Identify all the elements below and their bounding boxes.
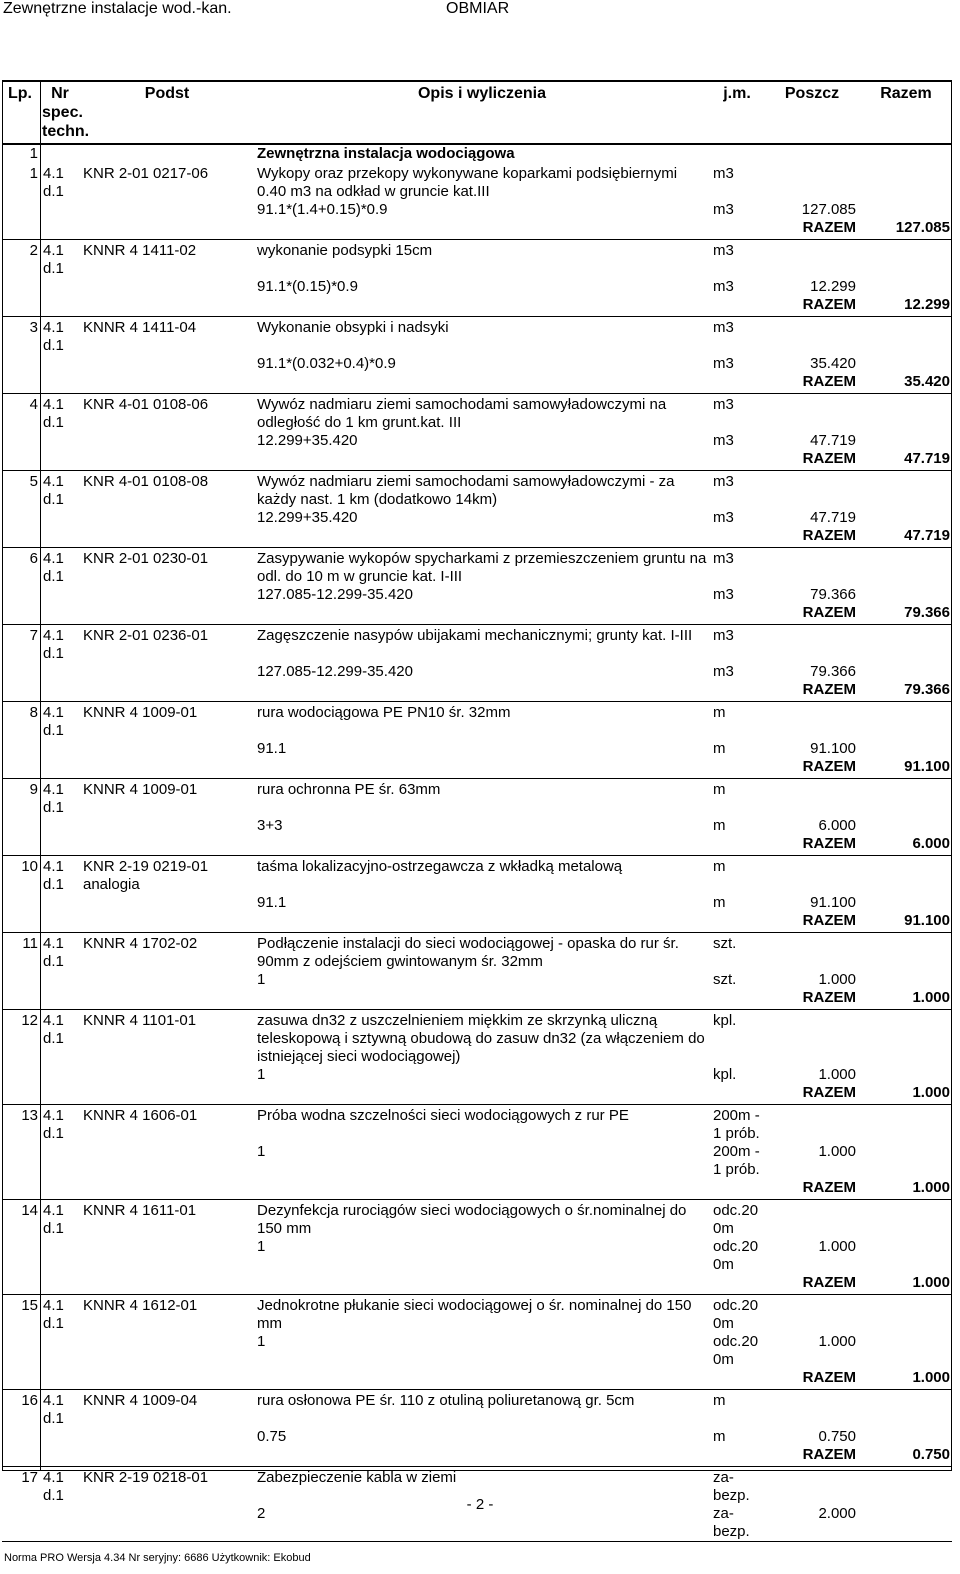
item-total-label: RAZEM <box>802 1446 856 1463</box>
item-total-row <box>2 604 952 624</box>
item-calculation-jm: m3 <box>713 355 734 372</box>
col-header-opis: Opis i wyliczenia <box>254 80 710 144</box>
item-total-value: 91.100 <box>904 758 950 775</box>
item-total-value: 47.719 <box>904 527 950 544</box>
item-opis: Próba wodna szczelności sieci wodociągowych z rur PE <box>257 1107 629 1124</box>
item-description-row <box>2 1390 952 1429</box>
section-number: 1 <box>29 145 38 162</box>
item-total-row <box>2 758 952 778</box>
item-opis: wykonanie podsypki 15cm <box>257 242 433 259</box>
item-lp: 17 <box>21 1469 38 1486</box>
col-header-poszcz: Poszcz <box>764 80 860 144</box>
item-opis: rura wodociągowa PE PN10 śr. 32mm <box>257 704 511 721</box>
item-calculation-row <box>2 1066 952 1084</box>
item-podst: KNNR 4 1612-01 <box>83 1297 198 1314</box>
item-calculation: 3+3 <box>257 817 283 834</box>
item-total-label: RAZEM <box>802 1369 856 1386</box>
document-type: OBMIAR <box>446 0 510 17</box>
item-lp: 14 <box>21 1202 38 1219</box>
item-total-label: RAZEM <box>802 450 856 467</box>
item-total-label: RAZEM <box>802 1179 856 1196</box>
item-opis: Jednokrotne płukanie sieci wodociągowej o śr. nominalnej do 150 mm <box>257 1297 692 1332</box>
item-total-value: 1.000 <box>912 1274 950 1291</box>
item-podst: KNR 2-19 0219-01 analogia <box>83 858 209 893</box>
item-jm: m3 <box>713 165 734 182</box>
item-total-row <box>2 989 952 1009</box>
item-poszcz: 12.299 <box>810 278 856 295</box>
item-total-label: RAZEM <box>802 989 856 1006</box>
item-calculation-jm: m <box>713 894 726 911</box>
item-calculation: 91.1*(0.032+0.4)*0.9 <box>257 355 396 372</box>
item-total-value: 1.000 <box>912 1179 950 1196</box>
item-lp: 1 <box>29 165 38 182</box>
item-spec: 4.1 d.1 <box>43 627 64 662</box>
item-calculation: 127.085-12.299-35.420 <box>257 663 413 680</box>
item-poszcz: 6.000 <box>818 817 856 834</box>
item-podst: KNNR 4 1101-01 <box>83 1012 197 1029</box>
item-lp: 7 <box>29 627 38 644</box>
item-calculation: 1 <box>257 1066 266 1083</box>
item-poszcz: 1.000 <box>818 1066 856 1083</box>
item-total-row <box>2 296 952 316</box>
item-jm: m3 <box>713 627 734 644</box>
item-podst: KNNR 4 1009-01 <box>83 781 198 798</box>
item-description-row <box>2 240 952 279</box>
item-poszcz: 127.085 <box>801 201 856 218</box>
item-calculation-row <box>2 663 952 681</box>
item-poszcz: 91.100 <box>810 740 856 757</box>
col-header-lp: Lp. <box>2 80 40 144</box>
item-spec: 4.1 d.1 <box>43 935 64 970</box>
item-lp: 12 <box>21 1012 38 1029</box>
item-poszcz: 91.100 <box>810 894 856 911</box>
item-opis: Zagęszczenie nasypów ubijakami mechanicznymi; grunty kat. I-III <box>257 627 693 644</box>
item-description-row <box>2 1010 952 1067</box>
item-calculation: 1 <box>257 1333 266 1350</box>
item-jm: m3 <box>713 473 734 490</box>
item-jm: m3 <box>713 396 734 413</box>
item-calculation-row <box>2 894 952 912</box>
item-opis: Dezynfekcja rurociągów sieci wodociągowych o śr.nominalnej do 150 mm <box>257 1202 687 1237</box>
item-spec: 4.1 d.1 <box>43 396 64 431</box>
item-calculation-row <box>2 740 952 758</box>
item-jm: m <box>713 704 726 721</box>
item-poszcz: 79.366 <box>810 663 856 680</box>
item-description-row <box>2 163 952 201</box>
item-podst: KNNR 4 1611-01 <box>83 1202 197 1219</box>
item-podst: KNR 4-01 0108-06 <box>83 396 209 413</box>
item-total-label: RAZEM <box>802 296 856 313</box>
page-number: - 2 - <box>466 1496 494 1513</box>
item-calculation-row <box>2 586 952 604</box>
item-total-row <box>2 373 952 393</box>
item-spec: 4.1 d.1 <box>43 1107 64 1142</box>
item-description-row <box>2 856 952 895</box>
item-spec: 4.1 d.1 <box>43 1202 64 1237</box>
item-jm: szt. <box>713 935 737 952</box>
col-header-spec: Nr spec. techn. <box>40 80 80 144</box>
item-description-row <box>2 548 952 587</box>
item-total-label: RAZEM <box>802 912 856 929</box>
item-podst: KNR 4-01 0108-08 <box>83 473 209 490</box>
item-total-label: RAZEM <box>802 219 856 236</box>
item-calculation-jm: szt. <box>713 971 737 988</box>
item-spec: 4.1 d.1 <box>43 1012 64 1047</box>
item-calculation-row <box>2 971 952 989</box>
item-calculation-jm: m <box>713 740 726 757</box>
item-total-value: 91.100 <box>904 912 950 929</box>
item-total-label: RAZEM <box>802 1084 856 1101</box>
item-calculation-row <box>2 355 952 373</box>
item-total-row <box>2 835 952 855</box>
item-jm: m <box>713 781 726 798</box>
item-calculation-row <box>2 817 952 835</box>
item-description-row <box>2 933 952 972</box>
item-opis: rura ochronna PE śr. 63mm <box>257 781 441 798</box>
item-jm: za- bezp. <box>713 1469 750 1504</box>
item-calculation: 91.1 <box>257 740 287 757</box>
item-opis: Wykonanie obsypki i nadsyki <box>257 319 449 336</box>
item-calculation-jm: m3 <box>713 278 734 295</box>
item-poszcz: 1.000 <box>818 1238 856 1255</box>
item-opis: Wywóz nadmiaru ziemi samochodami samowyładowczymi na odległość do 1 km grunt.kat. III <box>257 396 667 431</box>
row-separator <box>2 1541 952 1542</box>
item-total-row <box>2 1369 952 1389</box>
item-podst: KNNR 4 1009-01 <box>83 704 198 721</box>
item-total-value: 47.719 <box>904 450 950 467</box>
item-opis: Podłączenie instalacji do sieci wodociągowej - opaska do rur śr. 90mm z odejściem gwintowanym śr. 32mm <box>257 935 679 970</box>
item-podst: KNNR 4 1702-02 <box>83 935 198 952</box>
item-calculation-jm: m3 <box>713 663 734 680</box>
item-total-value: 12.299 <box>904 296 950 313</box>
item-calculation: 1 <box>257 971 266 988</box>
item-total-row <box>2 1446 952 1466</box>
item-lp: 3 <box>29 319 38 336</box>
item-total-row <box>2 450 952 470</box>
item-calculation: 91.1*(1.4+0.15)*0.9 <box>257 201 388 218</box>
item-calculation-row <box>2 432 952 450</box>
item-total-value: 1.000 <box>912 989 950 1006</box>
table-body <box>2 144 952 1542</box>
page-header <box>0 0 960 22</box>
item-poszcz: 2.000 <box>818 1505 856 1522</box>
item-calculation-row <box>2 201 952 219</box>
item-total-value: 127.085 <box>895 219 950 236</box>
item-calculation-jm: m <box>713 1428 726 1445</box>
item-poszcz: 1.000 <box>818 1143 856 1160</box>
item-spec: 4.1 d.1 <box>43 858 64 893</box>
item-calculation: 0.75 <box>257 1428 287 1445</box>
item-lp: 16 <box>21 1392 38 1409</box>
item-calculation-row <box>2 1333 952 1369</box>
item-lp: 11 <box>22 935 38 952</box>
col-header-razem: Razem <box>860 80 952 144</box>
item-spec: 4.1 d.1 <box>43 165 64 200</box>
measurement-table <box>2 80 952 1542</box>
item-jm: m3 <box>713 319 734 336</box>
item-calculation: 91.1 <box>257 894 287 911</box>
item-calculation: 12.299+35.420 <box>257 509 358 526</box>
item-calculation: 2 <box>257 1505 266 1522</box>
item-podst: KNR 2-01 0217-06 <box>83 165 209 182</box>
item-total-label: RAZEM <box>802 835 856 852</box>
item-description-row <box>2 471 952 510</box>
item-spec: 4.1 d.1 <box>43 473 64 508</box>
item-calculation-jm: kpl. <box>713 1066 737 1083</box>
item-spec: 4.1 d.1 <box>43 781 64 816</box>
item-calculation-row <box>2 1143 952 1179</box>
item-jm: m3 <box>713 550 734 567</box>
item-lp: 15 <box>21 1297 38 1314</box>
item-total-value: 0.750 <box>912 1446 950 1463</box>
item-podst: KNR 2-01 0230-01 <box>83 550 209 567</box>
item-podst: KNR 2-01 0236-01 <box>83 627 209 644</box>
item-podst: KNNR 4 1411-02 <box>83 242 197 259</box>
item-calculation-row <box>2 278 952 296</box>
software-footer: Norma PRO Wersja 4.34 Nr seryjny: 6686 Użytkownik: Ekobud <box>4 1552 311 1564</box>
item-total-value: 1.000 <box>912 1084 950 1101</box>
item-opis: Wykopy oraz przekopy wykonywane koparkami podsiębiernymi 0.40 m3 na odkład w gruncie kat.III <box>257 165 678 200</box>
item-poszcz: 1.000 <box>818 971 856 988</box>
item-spec: 4.1 d.1 <box>43 1469 64 1504</box>
item-jm: m <box>713 858 726 875</box>
item-spec: 4.1 d.1 <box>43 704 64 739</box>
item-calculation-row <box>2 1238 952 1274</box>
item-calculation-row <box>2 509 952 527</box>
item-description-row <box>2 1200 952 1239</box>
item-calculation: 91.1*(0.15)*0.9 <box>257 278 358 295</box>
item-jm: m3 <box>713 242 734 259</box>
item-total-value: 1.000 <box>912 1369 950 1386</box>
item-lp: 13 <box>21 1107 38 1124</box>
item-total-row <box>2 219 952 239</box>
item-description-row <box>2 702 952 741</box>
item-total-label: RAZEM <box>802 604 856 621</box>
item-poszcz: 47.719 <box>810 432 856 449</box>
item-jm: 200m - 1 prób. <box>713 1107 760 1142</box>
item-total-value: 6.000 <box>912 835 950 852</box>
item-lp: 2 <box>29 242 38 259</box>
item-opis: taśma lokalizacyjno-ostrzegawcza z wkładką metalową <box>257 858 623 875</box>
item-total-row <box>2 1084 952 1104</box>
item-calculation-jm: m3 <box>713 586 734 603</box>
item-jm: odc.20 0m <box>713 1297 759 1332</box>
item-calculation: 1 <box>257 1238 266 1255</box>
item-calculation-jm: 200m - 1 prób. <box>713 1143 760 1178</box>
item-calculation: 127.085-12.299-35.420 <box>257 586 413 603</box>
item-description-row <box>2 1295 952 1334</box>
item-poszcz: 79.366 <box>810 586 856 603</box>
item-calculation-jm: m3 <box>713 509 734 526</box>
item-total-label: RAZEM <box>802 1274 856 1291</box>
item-calculation-jm: odc.20 0m <box>713 1333 759 1368</box>
document-title: Zewnętrzne instalacje wod.-kan. <box>3 0 232 17</box>
item-description-row <box>2 779 952 818</box>
item-opis: Wywóz nadmiaru ziemi samochodami samowyładowczymi - za każdy nast. 1 km (dodatkowo 14km) <box>257 473 675 508</box>
item-total-label: RAZEM <box>802 527 856 544</box>
item-description-row <box>2 394 952 433</box>
item-poszcz: 47.719 <box>810 509 856 526</box>
item-podst: KNNR 4 1411-04 <box>83 319 197 336</box>
item-opis: rura osłonowa PE śr. 110 z otuliną poliuretanową gr. 5cm <box>257 1392 635 1409</box>
item-calculation-jm: za- bezp. <box>713 1505 750 1540</box>
item-opis: Zabezpieczenie kabla w ziemi <box>257 1469 457 1486</box>
item-jm: odc.20 0m <box>713 1202 759 1237</box>
item-spec: 4.1 d.1 <box>43 1392 64 1427</box>
item-total-row <box>2 681 952 701</box>
item-opis: Zasypywanie wykopów spycharkami z przemieszczeniem gruntu na odl. do 10 m w gruncie kat. I-III <box>257 550 707 585</box>
item-podst: KNNR 4 1606-01 <box>83 1107 198 1124</box>
col-header-podst: Podst <box>80 80 254 144</box>
item-poszcz: 0.750 <box>818 1428 856 1445</box>
item-total-label: RAZEM <box>802 373 856 390</box>
item-calculation-jm: m3 <box>713 201 734 218</box>
section-title: Zewnętrzna instalacja wodociągowa <box>257 145 515 162</box>
section-row <box>2 144 952 163</box>
item-lp: 10 <box>21 858 38 875</box>
item-calculation-jm: odc.20 0m <box>713 1238 759 1273</box>
item-total-label: RAZEM <box>802 758 856 775</box>
item-calculation-row <box>2 1428 952 1446</box>
item-lp: 9 <box>29 781 38 798</box>
item-poszcz: 1.000 <box>818 1333 856 1350</box>
item-lp: 8 <box>29 704 38 721</box>
item-total-row <box>2 1179 952 1199</box>
item-spec: 4.1 d.1 <box>43 1297 64 1332</box>
item-description-row <box>2 1105 952 1144</box>
table-header-row <box>2 80 952 144</box>
item-poszcz: 35.420 <box>810 355 856 372</box>
item-total-label: RAZEM <box>802 681 856 698</box>
item-total-value: 35.420 <box>904 373 950 390</box>
item-description-row <box>2 317 952 356</box>
item-total-row <box>2 1274 952 1294</box>
item-spec: 4.1 d.1 <box>43 242 64 277</box>
item-jm: m <box>713 1392 726 1409</box>
item-lp: 5 <box>29 473 38 490</box>
item-opis: zasuwa dn32 z uszczelnieniem miękkim ze skrzynką uliczną teleskopową i sztywną obudową do zasuw dn32 (za włączeniem do istniejącej sieci wodociągowej) <box>257 1012 705 1065</box>
item-podst: KNNR 4 1009-04 <box>83 1392 198 1409</box>
item-calculation-jm: m <box>713 817 726 834</box>
col-header-jm: j.m. <box>710 80 764 144</box>
item-jm: kpl. <box>713 1012 737 1029</box>
item-total-row <box>2 527 952 547</box>
item-lp: 4 <box>29 396 38 413</box>
item-total-value: 79.366 <box>904 681 950 698</box>
item-description-row <box>2 625 952 664</box>
item-lp: 6 <box>29 550 38 567</box>
item-total-value: 79.366 <box>904 604 950 621</box>
item-spec: 4.1 d.1 <box>43 550 64 585</box>
item-calculation: 12.299+35.420 <box>257 432 358 449</box>
item-podst: KNR 2-19 0218-01 <box>83 1469 209 1486</box>
item-spec: 4.1 d.1 <box>43 319 64 354</box>
item-calculation-jm: m3 <box>713 432 734 449</box>
item-calculation: 1 <box>257 1143 266 1160</box>
item-total-row <box>2 912 952 932</box>
